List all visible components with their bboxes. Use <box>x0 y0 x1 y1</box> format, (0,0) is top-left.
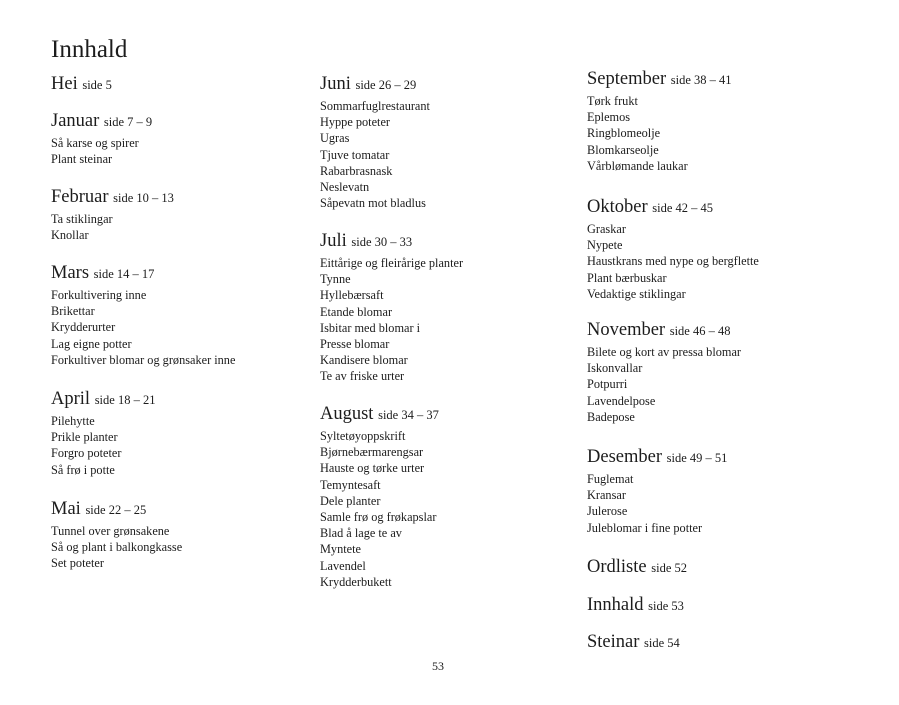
list-item: Iskonvallar <box>587 361 643 376</box>
section-items <box>51 413 155 478</box>
section-heading <box>587 446 727 469</box>
list-item: Hyllebærsaft <box>320 288 384 303</box>
section-items <box>587 93 732 174</box>
list-item: Forgro poteter <box>51 446 122 461</box>
section-title: Juni <box>320 74 351 94</box>
section-heading <box>587 196 759 219</box>
list-item: Knollar <box>51 228 89 243</box>
page-title: Innhald <box>51 36 128 63</box>
section-heading <box>587 319 741 342</box>
section-title: Ordliste <box>587 557 647 577</box>
list-item: Tunnel over grønsakene <box>51 524 170 538</box>
section-pages: side 5 <box>82 78 112 92</box>
list-item: Neslevatn <box>320 180 370 195</box>
list-item: Badepose <box>587 409 635 424</box>
list-item: Sommarfuglrestaurant <box>320 99 430 113</box>
section-heading <box>320 230 463 253</box>
toc-section <box>51 186 174 243</box>
list-item: Nypete <box>587 238 623 253</box>
list-item: Så frø i potte <box>51 462 115 477</box>
list-item: Lavendel <box>320 558 366 573</box>
section-title: Hei <box>51 74 78 94</box>
section-pages: side 52 <box>651 561 687 575</box>
list-item: Hyppe poteter <box>320 115 390 130</box>
list-item: Fuglemat <box>587 472 634 486</box>
section-heading <box>587 631 680 654</box>
section-title: Mai <box>51 499 81 519</box>
section-title: August <box>320 404 374 424</box>
list-item: Så og plant i balkongkasse <box>51 540 183 555</box>
list-item: Myntete <box>320 542 361 557</box>
toc-section <box>587 594 684 617</box>
section-items <box>587 221 759 302</box>
section-items <box>320 255 463 385</box>
toc-section <box>587 556 687 579</box>
list-item: Kandisere blomar <box>320 353 408 368</box>
list-item: Så karse og spirer <box>51 136 139 150</box>
toc-section <box>587 68 732 174</box>
section-heading <box>320 73 430 96</box>
list-item: Bjørnebærmarengsar <box>320 445 424 460</box>
section-heading <box>51 262 235 285</box>
section-heading <box>51 110 152 133</box>
section-title: Innhald <box>587 595 644 615</box>
toc-section <box>587 631 680 654</box>
toc-section <box>320 230 463 385</box>
section-items <box>320 428 439 590</box>
section-heading <box>51 73 112 96</box>
toc-section <box>320 73 430 211</box>
list-item: Tynne <box>320 272 351 287</box>
toc-section <box>51 73 112 96</box>
section-pages: side 14 – 17 <box>93 267 155 281</box>
section-title: Oktober <box>587 197 648 217</box>
list-item: Graskar <box>587 222 626 236</box>
list-item: Julerose <box>587 504 628 519</box>
list-item: Lavendelpose <box>587 393 656 408</box>
list-item: Bilete og kort av pressa blomar <box>587 345 742 359</box>
list-item: Hauste og tørke urter <box>320 461 425 476</box>
section-pages: side 7 – 9 <box>103 115 153 129</box>
list-item: Etande blomar <box>320 304 393 319</box>
section-pages: side 18 – 21 <box>94 393 156 407</box>
section-items <box>51 523 182 572</box>
list-item: Plant bærbuskar <box>587 270 667 285</box>
list-item: Ugras <box>320 131 350 146</box>
list-item: Rabarbrasnask <box>320 163 393 178</box>
list-item: Vårblømande laukar <box>587 158 688 173</box>
list-item: Syltetøyoppskrift <box>320 429 406 443</box>
section-title: November <box>587 320 666 340</box>
section-heading <box>320 403 439 426</box>
list-item: Krydderurter <box>51 320 116 335</box>
list-item: Forkultivering inne <box>51 288 147 302</box>
section-title: Mars <box>51 263 90 283</box>
section-heading <box>587 594 684 617</box>
list-item: Prikle planter <box>51 430 118 445</box>
list-item: Samle frø og frøkapslar <box>320 510 437 525</box>
list-item: Ringblomeolje <box>587 126 661 141</box>
list-item: Brikettar <box>51 304 95 319</box>
list-item: Pilehytte <box>51 414 95 428</box>
section-items <box>587 471 727 536</box>
toc-section <box>51 498 182 572</box>
section-title: Steinar <box>587 632 640 652</box>
toc-section <box>320 403 439 590</box>
list-item: Dele planter <box>320 493 381 508</box>
list-item: Ta stiklingar <box>51 212 113 226</box>
list-item: Eplemos <box>587 110 631 125</box>
list-item: Eittårige og fleirårige planter <box>320 256 464 270</box>
section-title: April <box>51 389 91 409</box>
section-pages: side 54 <box>644 636 680 650</box>
list-item: Isbitar med blomar i <box>320 320 421 335</box>
list-item: Såpevatn mot bladlus <box>320 196 426 211</box>
list-item: Potpurri <box>587 377 628 392</box>
toc-section <box>587 319 741 425</box>
list-item: Tjuve tomatar <box>320 147 390 162</box>
section-title: Juli <box>320 231 347 251</box>
section-pages: side 38 – 41 <box>670 73 732 87</box>
section-title: Desember <box>587 447 662 467</box>
list-item: Set poteter <box>51 556 104 571</box>
section-pages: side 53 <box>648 599 684 613</box>
section-pages: side 22 – 25 <box>85 503 147 517</box>
list-item: Vedaktige stiklingar <box>587 286 686 301</box>
list-item: Tørk frukt <box>587 94 638 108</box>
section-pages: side 46 – 48 <box>669 324 731 338</box>
list-item: Plant steinar <box>51 152 113 167</box>
section-items <box>587 344 741 425</box>
section-items <box>51 211 174 243</box>
section-title: Februar <box>51 187 109 207</box>
list-item: Temyntesaft <box>320 477 381 492</box>
section-heading <box>51 186 174 209</box>
toc-section <box>51 262 235 368</box>
list-item: Te av friske urter <box>320 369 405 384</box>
list-item: Kransar <box>587 488 626 503</box>
section-pages: side 30 – 33 <box>351 235 413 249</box>
section-heading <box>51 498 182 521</box>
section-heading <box>587 68 732 91</box>
page-number: 53 <box>432 659 444 673</box>
list-item: Krydderbukett <box>320 574 392 589</box>
section-items <box>51 287 235 368</box>
list-item: Blomkarseolje <box>587 142 659 157</box>
toc-section <box>51 110 152 167</box>
section-items <box>320 98 430 211</box>
list-item: Haustkrans med nype og bergflette <box>587 254 759 269</box>
toc-section <box>587 196 759 302</box>
section-heading <box>587 556 687 579</box>
section-heading <box>51 388 155 411</box>
section-pages: side 34 – 37 <box>378 408 439 422</box>
list-item: Blad å lage te av <box>320 526 402 541</box>
section-pages: side 49 – 51 <box>666 451 728 465</box>
list-item: Lag eigne potter <box>51 336 132 351</box>
list-item: Forkultiver blomar og grønsaker inne <box>51 352 236 367</box>
section-items <box>51 135 152 167</box>
section-pages: side 10 – 13 <box>113 191 174 205</box>
section-pages: side 26 – 29 <box>355 78 417 92</box>
section-title: September <box>587 69 667 89</box>
toc-section <box>51 388 155 478</box>
list-item: Juleblomar i fine potter <box>587 520 703 535</box>
list-item: Presse blomar <box>320 337 390 352</box>
toc-section <box>587 446 727 536</box>
section-title: Januar <box>51 111 100 131</box>
section-pages: side 42 – 45 <box>652 201 714 215</box>
